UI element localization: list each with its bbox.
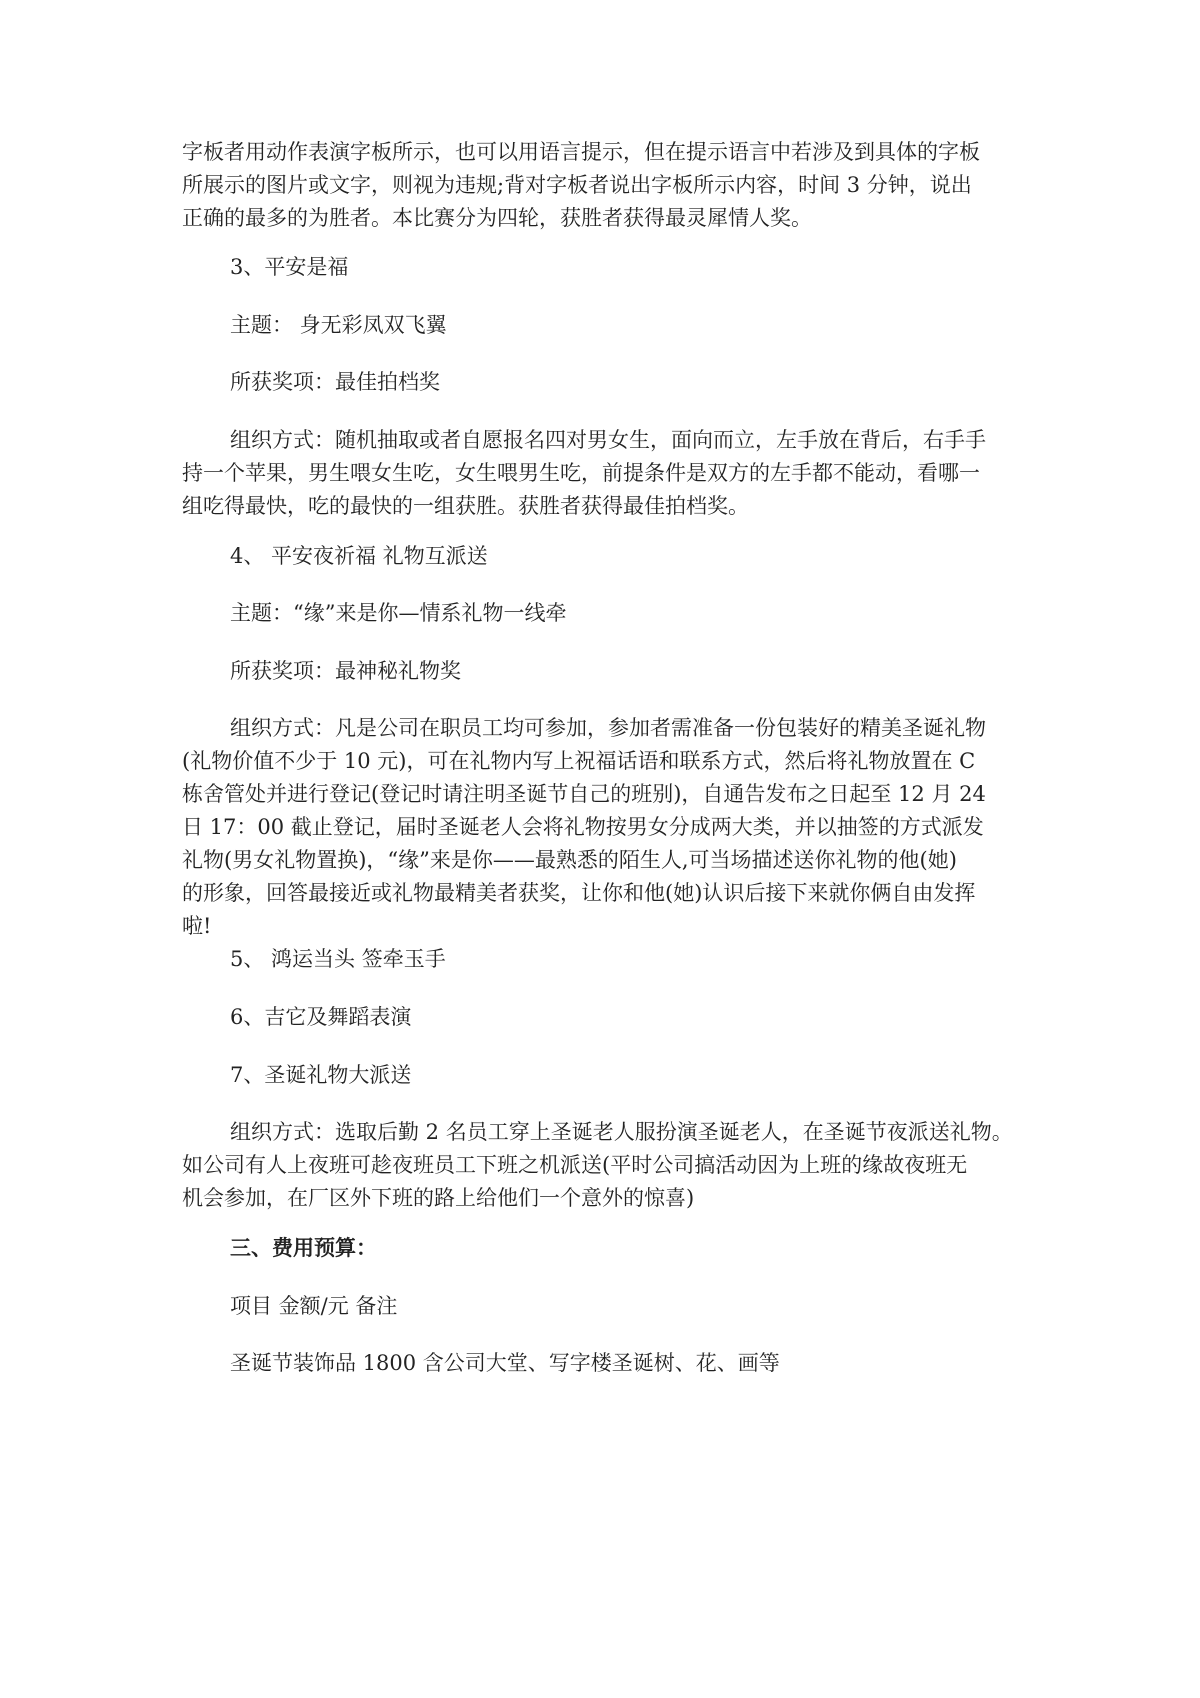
item6-title: 6、吉它及舞蹈表演 bbox=[230, 1005, 412, 1029]
intro-line: 所展示的图片或文字，则视为违规;背对字板者说出字板所示内容，时间 3 分钟，说出 bbox=[182, 173, 972, 197]
item4-title: 4、 平安夜祈福 礼物互派送 bbox=[230, 544, 488, 568]
org-line: 组织方式：选取后勤 2 名员工穿上圣诞老人服扮演圣诞老人，在圣诞节夜派送礼物。 bbox=[230, 1120, 1013, 1144]
item3-title: 3、平安是福 bbox=[230, 255, 349, 279]
org-line: 持一个苹果，男生喂女生吃，女生喂男生吃，前提条件是双方的左手都不能动，看哪一 bbox=[182, 461, 980, 485]
item4-theme: 主题：“缘”来是你—情系礼物一线牵 bbox=[230, 601, 567, 625]
item4-award: 所获奖项：最神秘礼物奖 bbox=[230, 659, 461, 683]
org-line: 如公司有人上夜班可趁夜班员工下班之机派送(平时公司搞活动因为上班的缘故夜班无 bbox=[182, 1153, 968, 1177]
org-line: 组吃得最快，吃的最快的一组获胜。获胜者获得最佳拍档奖。 bbox=[182, 494, 749, 518]
org-line: 啦! bbox=[182, 914, 212, 938]
intro-paragraph bbox=[182, 136, 980, 235]
budget-heading: 三、费用预算： bbox=[230, 1236, 377, 1260]
org-line: 栋舍管处并进行登记(登记时请注明圣诞节自己的班别)，自通告发布之日起至 12 月 24 bbox=[182, 782, 986, 806]
org-line: 机会参加，在厂区外下班的路上给他们一个意外的惊喜) bbox=[182, 1186, 695, 1210]
item3-organization-paragraph bbox=[182, 424, 986, 523]
item7-organization-paragraph bbox=[182, 1116, 1013, 1215]
org-line: 的形象，回答最接近或礼物最精美者获奖，让你和他(她)认识后接下来就你俩自由发挥 bbox=[182, 881, 976, 905]
org-line: 组织方式：随机抽取或者自愿报名四对男女生，面向而立，左手放在背后，右手手 bbox=[230, 428, 986, 452]
org-line: 礼物(男女礼物置换)，“缘”来是你——最熟悉的陌生人,可当场描述送你礼物的他(她) bbox=[182, 848, 957, 872]
item3-award: 所获奖项：最佳拍档奖 bbox=[230, 370, 440, 394]
item7-title: 7、圣诞礼物大派送 bbox=[230, 1063, 412, 1087]
item4-organization-paragraph bbox=[182, 712, 986, 943]
budget-header-row: 项目 金额/元 备注 bbox=[230, 1294, 398, 1318]
intro-line: 字板者用动作表演字板所示，也可以用语言提示，但在提示语言中若涉及到具体的字板 bbox=[182, 140, 980, 164]
item5-title: 5、 鸿运当头 签牵玉手 bbox=[230, 947, 446, 971]
intro-line: 正确的最多的为胜者。本比赛分为四轮，获胜者获得最灵犀情人奖。 bbox=[182, 206, 812, 230]
budget-row: 圣诞节装饰品 1800 含公司大堂、写字楼圣诞树、花、画等 bbox=[230, 1351, 780, 1375]
org-line: 日 17：00 截止登记，届时圣诞老人会将礼物按男女分成两大类，并以抽签的方式派发 bbox=[182, 815, 984, 839]
item3-theme: 主题： 身无彩凤双飞翼 bbox=[230, 313, 447, 337]
org-line: (礼物价值不少于 10 元)，可在礼物内写上祝福话语和联系方式，然后将礼物放置在 C bbox=[182, 749, 976, 773]
org-line: 组织方式：凡是公司在职员工均可参加，参加者需准备一份包装好的精美圣诞礼物 bbox=[230, 716, 986, 740]
